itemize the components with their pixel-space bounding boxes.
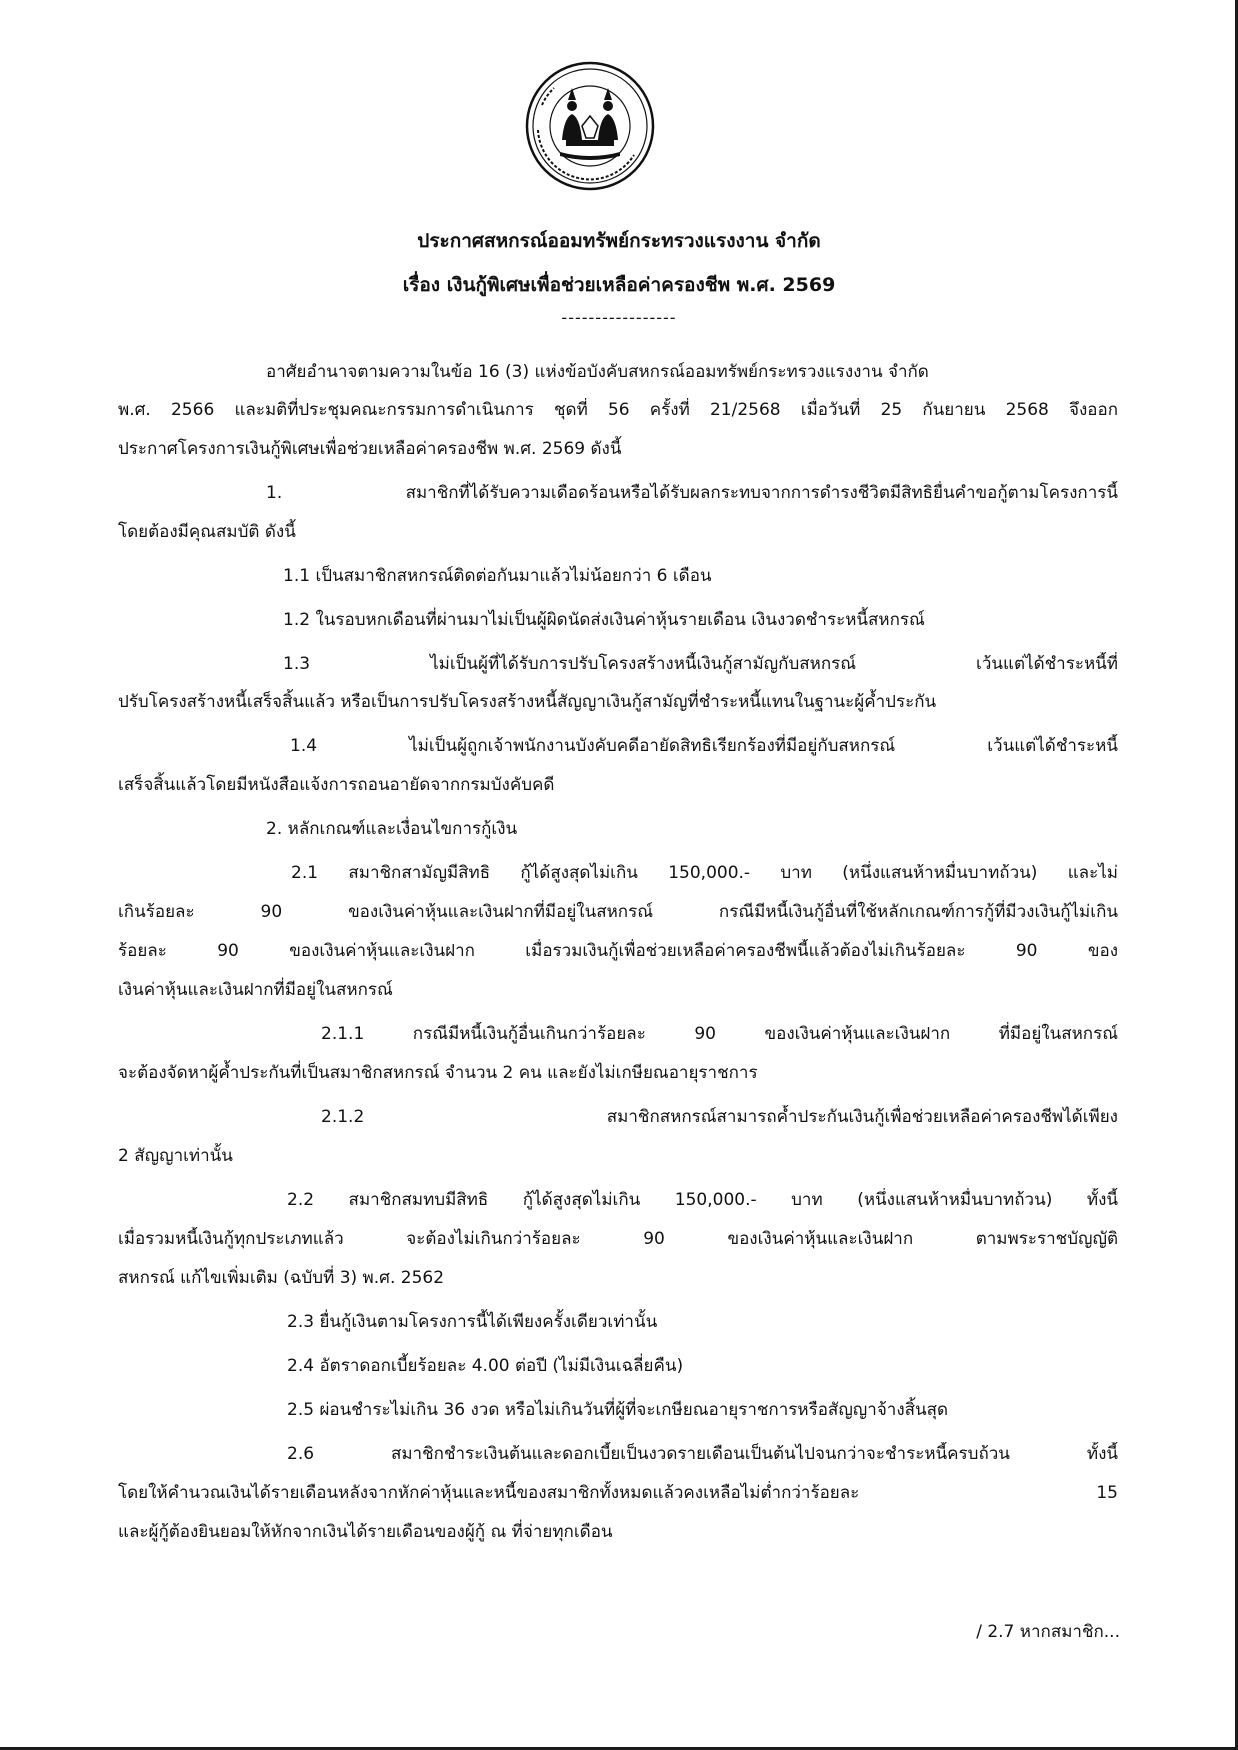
body-line: เกินร้อยละ 90 ของเงินค่าหุ้นและเงินฝากที่มีอยู่ในสหกรณ์ กรณีมีหนี้เงินกู้อื่นที่ใช้หลักเกณฑ์การกู้ที่มีวงเงินกู้ไม่เกิน (118, 902, 1118, 922)
body-line: 1. สมาชิกที่ได้รับความเดือดร้อนหรือได้รับผลกระทบจากการดำรงชีวิตมีสิทธิยื่นคำขอกู้ตามโครงการนี้ (266, 483, 1118, 503)
body-line: 1.4 ไม่เป็นผู้ถูกเจ้าพนักงานบังคับคดีอายัดสิทธิเรียกร้องที่มีอยู่กับสหกรณ์ เว้นแต่ได้ชำระหนี้ (290, 736, 1118, 756)
body-line: 2.1.2 สมาชิกสหกรณ์สามารถค้ำประกันเงินกู้เพื่อช่วยเหลือค่าครองชีพได้เพียง (321, 1107, 1118, 1127)
body-line: 2.1 สมาชิกสามัญมีสิทธิ กู้ได้สูงสุดไม่เกิน 150,000.- บาท (หนึ่งแสนห้าหมื่นบาทถ้วน) และไม่ (291, 863, 1118, 883)
title-divider: ----------------- (561, 308, 677, 327)
body-line: 2.6 สมาชิกชำระเงินต้นและดอกเบี้ยเป็นงวดรายเดือนเป็นต้นไปจนกว่าจะชำระหนี้ครบถ้วน ทั้งนี้ (287, 1444, 1118, 1464)
announcement-title: ประกาศสหกรณ์ออมทรัพย์กระทรวงแรงงาน จำกัด (417, 230, 821, 252)
body-line: พ.ศ. 2566 และมติที่ประชุมคณะกรรมการดำเนินการ ชุดที่ 56 ครั้งที่ 21/2568 เมื่อวันที่ 25 กันยายน 2568 จึงออก (118, 400, 1118, 420)
cooperative-seal-logo (524, 60, 656, 192)
body-line: ประกาศโครงการเงินกู้พิเศษเพื่อช่วยเหลือค่าครองชีพ พ.ศ. 2569 ดังนี้ (118, 439, 622, 459)
body-line: และผู้กู้ต้องยินยอมให้หักจากเงินได้รายเดือนของผู้กู้ ณ ที่จ่ายทุกเดือน (118, 1522, 613, 1542)
body-line: 2.5 ผ่อนชำระไม่เกิน 36 งวด หรือไม่เกินวันที่ผู้ที่จะเกษียณอายุราชการหรือสัญญาจ้างสิ้นสุด (287, 1400, 949, 1420)
body-line: 2. หลักเกณฑ์และเงื่อนไขการกู้เงิน (266, 819, 518, 839)
body-line: เงินค่าหุ้นและเงินฝากที่มีอยู่ในสหกรณ์ (118, 980, 393, 1000)
body-line: 2.3 ยื่นกู้เงินตามโครงการนี้ได้เพียงครั้งเดียวเท่านั้น (287, 1312, 658, 1332)
body-line: 2.1.1 กรณีมีหนี้เงินกู้อื่นเกินกว่าร้อยละ 90 ของเงินค่าหุ้นและเงินฝาก ที่มีอยู่ในสหกรณ์ (321, 1024, 1118, 1044)
body-line: สหกรณ์ แก้ไขเพิ่มเติม (ฉบับที่ 3) พ.ศ. 2562 (118, 1268, 445, 1288)
body-line: 1.2 ในรอบหกเดือนที่ผ่านมาไม่เป็นผู้ผิดนัดส่งเงินค่าหุ้นรายเดือน เงินงวดชำระหนี้สหกรณ์ (283, 610, 925, 630)
body-line: 2 สัญญาเท่านั้น (118, 1146, 233, 1166)
body-line: 2.4 อัตราดอกเบี้ยร้อยละ 4.00 ต่อปี (ไม่มีเงินเฉลี่ยคืน) (287, 1356, 684, 1376)
body-line: อาศัยอำนาจตามความในข้อ 16 (3) แห่งข้อบังคับสหกรณ์ออมทรัพย์กระทรวงแรงงาน จำกัด (266, 362, 929, 382)
body-line: จะต้องจัดหาผู้ค้ำประกันที่เป็นสมาชิกสหกรณ์ จำนวน 2 คน และยังไม่เกษียณอายุราชการ (118, 1063, 758, 1083)
body-line: 1.1 เป็นสมาชิกสหกรณ์ติดต่อกันมาแล้วไม่น้อยกว่า 6 เดือน (283, 566, 712, 586)
body-line: ปรับโครงสร้างหนี้เสร็จสิ้นแล้ว หรือเป็นการปรับโครงสร้างหนี้สัญญาเงินกู้สามัญที่ชำระหนี้แทนในฐานะผู้ค้ำประกัน (118, 692, 937, 712)
body-line: 1.3 ไม่เป็นผู้ที่ได้รับการปรับโครงสร้างหนี้เงินกู้สามัญกับสหกรณ์ เว้นแต่ได้ชำระหนี้ที่ (283, 654, 1118, 674)
body-line: เสร็จสิ้นแล้วโดยมีหนังสือแจ้งการถอนอายัดจากกรมบังคับคดี (118, 775, 555, 795)
body-line: เมื่อรวมหนี้เงินกู้ทุกประเภทแล้ว จะต้องไม่เกินกว่าร้อยละ 90 ของเงินค่าหุ้นและเงินฝาก ตามพระราชบัญญัติ (118, 1229, 1118, 1249)
body-line: โดยต้องมีคุณสมบัติ ดังนี้ (118, 522, 296, 542)
body-line: 2.2 สมาชิกสมทบมีสิทธิ กู้ได้สูงสุดไม่เกิน 150,000.- บาท (หนึ่งแสนห้าหมื่นบาทถ้วน) ทั้งนี้ (287, 1190, 1118, 1210)
page-continuation-note: / 2.7 หากสมาชิก... (976, 1622, 1120, 1642)
body-line: โดยให้คำนวณเงินได้รายเดือนหลังจากหักค่าหุ้นและหนี้ของสมาชิกทั้งหมดแล้วคงเหลือไม่ต่ำกว่าร้อยละ 15 (118, 1483, 1118, 1503)
announcement-subject: เรื่อง เงินกู้พิเศษเพื่อช่วยเหลือค่าครองชีพ พ.ศ. 2569 (402, 274, 836, 296)
body-line: ร้อยละ 90 ของเงินค่าหุ้นและเงินฝาก เมื่อรวมเงินกู้เพื่อช่วยเหลือค่าครองชีพนี้แล้วต้องไม่เกินร้อยละ 90 ของ (118, 941, 1118, 961)
